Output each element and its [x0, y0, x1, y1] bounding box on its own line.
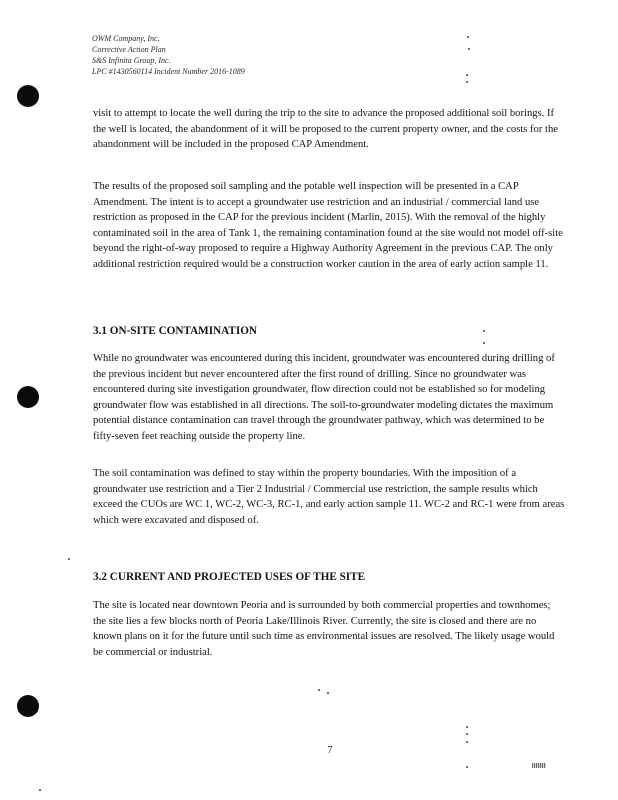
document-header [92, 33, 245, 77]
scan-speck [483, 342, 485, 344]
header-consultant: S&S Infinita Group, Inc. [92, 56, 171, 65]
paragraph-well-visit: visit to attempt to locate the well during the trip to the site to advance the proposed additional soil borings. If the well is located, the abandonment of it will be proposed to the current property owner, and the costs for the abandonment will be included in the proposed CAP Amendment. [93, 108, 558, 151]
page-number: 7 [327, 745, 333, 756]
paragraph-soil-contamination: The soil contamination was defined to stay within the property boundaries. With the imposition of a groundwater use restriction and a Tier 2 Industrial / Commercial use restriction, the sample results which exceed the CUOs are WC 1, WC-2, WC-3, RC-1, and early action sample 11. WC-2 and RC-1 were from areas which were excavated and disposed of. [93, 468, 565, 526]
paragraph-groundwater: While no groundwater was encountered during this incident, groundwater was encountered during drilling of the previous incident but never encountered after the first round of drilling. Since no groundwater was encountered during site investigation groundwater, flow direction could not be established so for modeling groundwater flow was established in all directions. The soil-to-groundwater modeling dictates the maximum potential distance contamination can travel through the groundwater pathway, which was determined to be fifty-seven feet reaching outside the property line. [93, 353, 555, 442]
paragraph-cap-amendment: The results of the proposed soil sampling and the potable well inspection will be presented in a CAP Amendment. The intent is to accept a groundwater use restriction and an industrial / commercial land use restriction as proposed in the CAP for the previous incident (Marlin, 2015). With the removal of the highly contaminated soil in the area of Tank 1, the remaining contamination found at the site would not model off-site beyond the right-of-way proposed to require a Highway Authority Agreement in the previous CAP. The only additional restriction required would be a construction worker caution in the area of early action sample 11. [93, 181, 563, 270]
scan-speck [466, 74, 468, 76]
scan-speck [466, 726, 468, 728]
scan-speck [68, 558, 70, 560]
scan-speck [467, 36, 469, 38]
scan-speck [483, 330, 485, 332]
punch-hole-top [17, 85, 39, 107]
punch-hole-bottom [17, 695, 39, 717]
section-heading-site-uses: 3.2 CURRENT AND PROJECTED USES OF THE SITE [93, 571, 366, 583]
punch-hole-middle [17, 386, 39, 408]
scan-speck [327, 692, 329, 694]
scan-speck [468, 48, 470, 50]
scan-speck [466, 741, 468, 743]
scan-speck [466, 733, 468, 735]
header-company: OWM Company, Inc. [92, 34, 160, 43]
scan-speck [318, 689, 320, 691]
paragraph-site-location: The site is located near downtown Peoria and is surrounded by both commercial properties and townhomes; the site lies a few blocks north of Peoria Lake/Illinois River. Currently, the site is closed and there are no known plans on it for the future until such time as environmental issues are resolved. The likely usage would be commercial or industrial. [93, 600, 555, 658]
scan-speck [466, 81, 468, 83]
header-incident-number: LPC #1430560114 Incident Number 2016-1089 [92, 67, 245, 76]
header-report-type: Corrective Action Plan [92, 45, 166, 54]
section-heading-onsite-contamination: 3.1 ON-SITE CONTAMINATION [93, 325, 257, 337]
scan-artifact [532, 763, 546, 768]
scan-speck [39, 789, 41, 791]
scan-speck [466, 766, 468, 768]
